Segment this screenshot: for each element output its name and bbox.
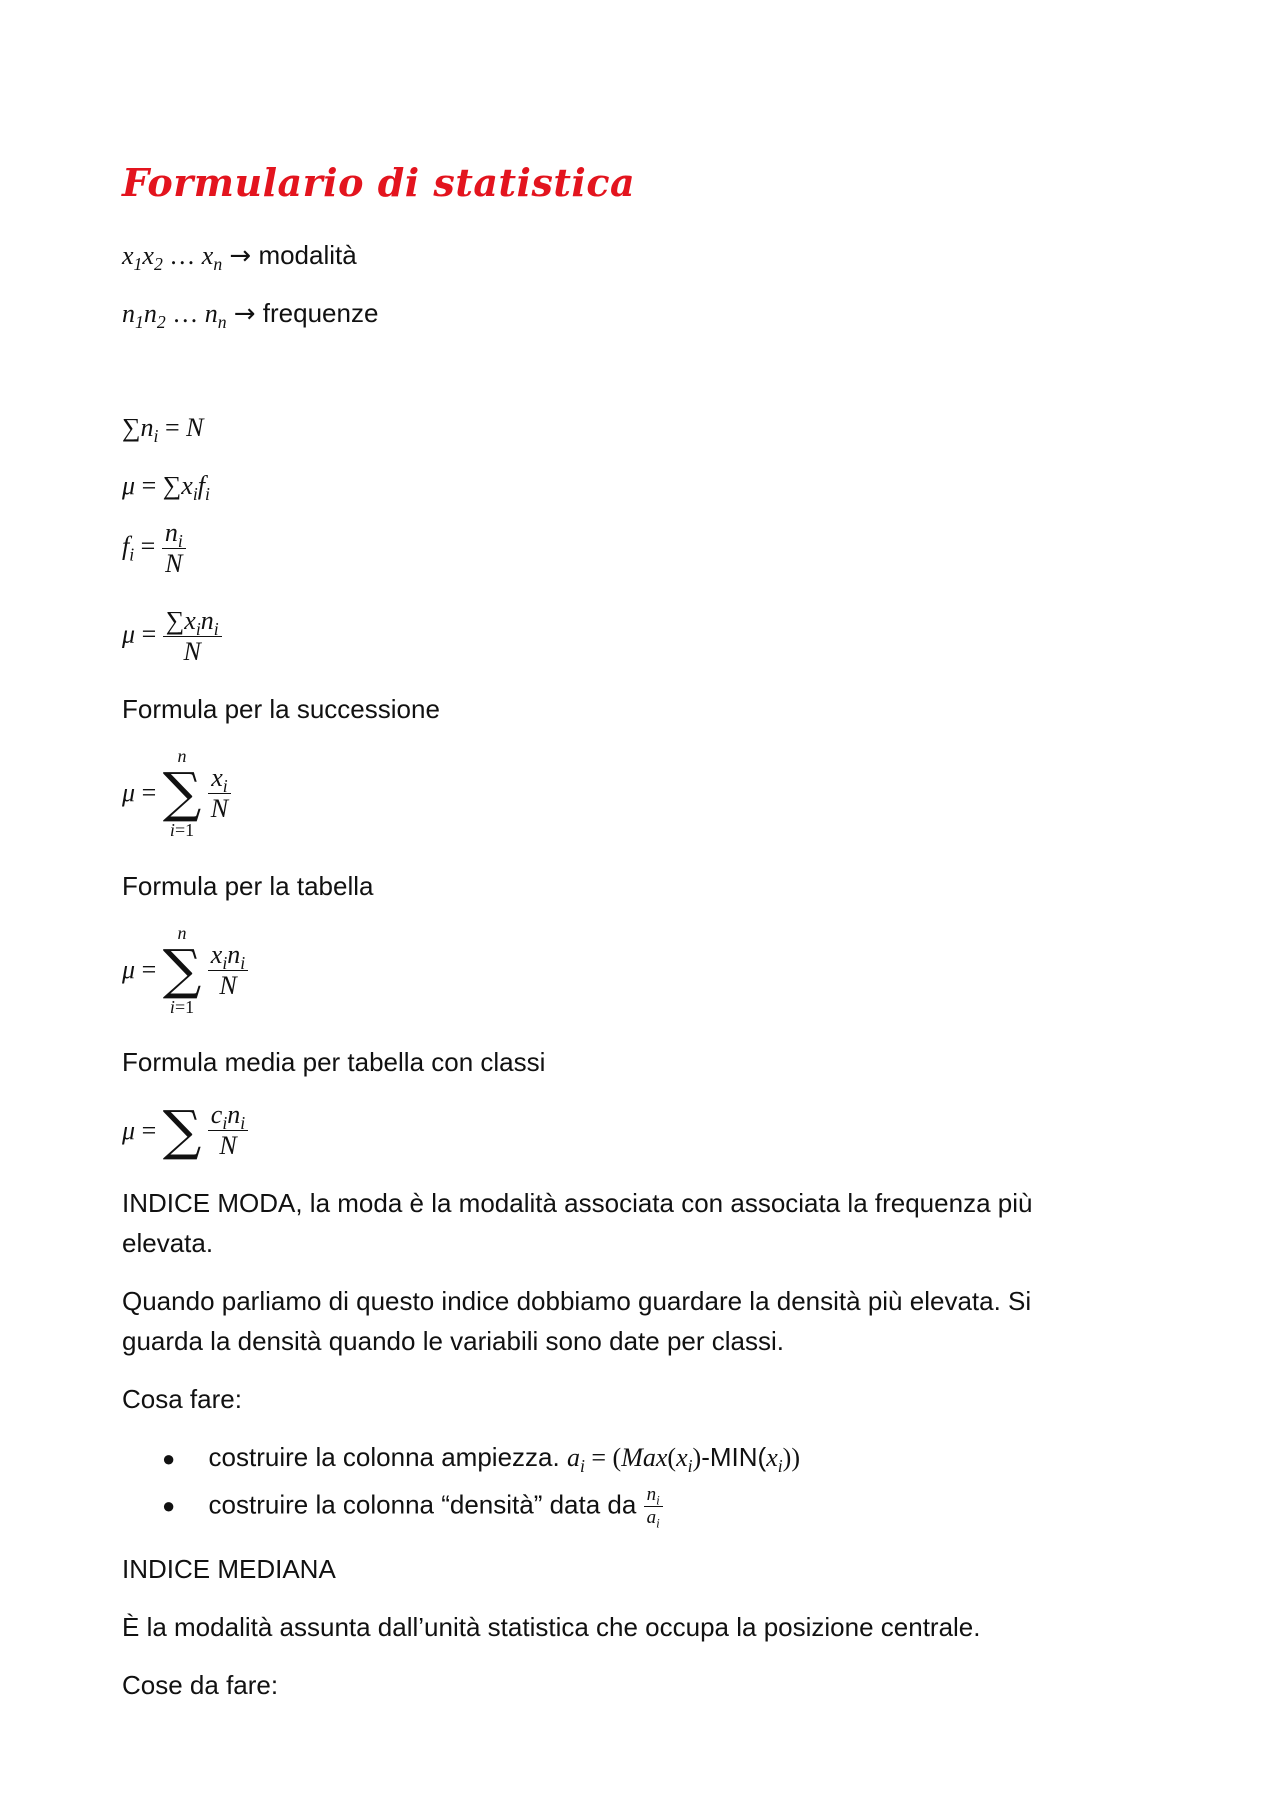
sum-ni-formula: $\sum n_i = N$: [122, 413, 204, 447]
tabella-formula: μ = n ∑ i=1 $\frac{x_in_i}{N}$: [122, 922, 248, 1018]
mean-xini-formula: μ = $\frac{\sum x_in_i}{N}$: [122, 606, 222, 667]
page-title: Formulario di statistica: [122, 160, 636, 205]
ampiezza-formula: $a_i = (Max(x_i)$: [566, 1443, 702, 1477]
list-item: [162, 1484, 663, 1529]
x-sequence-formula: $x_1x_2$ … $x_n$: [122, 241, 223, 275]
densita-formula: $\frac{n_i}{a_i}$: [644, 1484, 663, 1529]
min-label: -MIN(: [701, 1442, 767, 1472]
densita-paragraph-line2: guarda la densità quando le variabili sono date per classi.: [122, 1326, 784, 1356]
heading-classi: Formula media per tabella con classi: [122, 1047, 546, 1077]
successione-formula: μ = n ∑ i=1 $\frac{x_i}{N}$: [122, 745, 231, 841]
bullet-text: costruire la colonna ampiezza.: [208, 1442, 560, 1472]
n-sequence-formula: $n_1n_2$ … $n_n$: [122, 299, 227, 333]
modalita-line: [122, 240, 357, 275]
cose-da-fare-label: Cose da fare:: [122, 1670, 279, 1700]
heading-tabella: Formula per la tabella: [122, 871, 374, 901]
arrow-right-icon: →: [233, 299, 256, 329]
densita-paragraph-line1: Quando parliamo di questo indice dobbiamo guardare la densità più elevata. Si: [122, 1286, 1032, 1316]
min-arg-formula: $x_i$)): [766, 1443, 800, 1477]
classi-formula: μ = ∑ $\frac{c_in_i}{N}$: [122, 1100, 248, 1161]
mean-fi-formula: $\mu = \sum x_if_i$: [122, 471, 210, 505]
bullet-text: costruire la colonna “densità” data da: [208, 1489, 637, 1520]
frequenze-line: [122, 298, 379, 333]
moda-paragraph-line1: INDICE MODA, la moda è la modalità associata con associata la frequenza più: [122, 1188, 1033, 1218]
moda-paragraph-line2: elevata.: [122, 1228, 214, 1258]
mediana-heading: INDICE MEDIANA: [122, 1554, 336, 1584]
arrow-right-icon: →: [229, 241, 252, 271]
list-item: [162, 1442, 800, 1477]
cosa-fare-label: Cosa fare:: [122, 1384, 242, 1414]
bullet-icon: ●: [162, 1493, 176, 1519]
bullet-icon: ●: [162, 1446, 176, 1471]
heading-successione: Formula per la successione: [122, 694, 440, 724]
modalita-label: modalità: [258, 240, 357, 270]
fi-formula: $f_i$ = $\frac{n_i}{N}$: [122, 518, 186, 579]
mediana-definition: È la modalità assunta dall’unità statistica che occupa la posizione centrale.: [122, 1612, 981, 1642]
frequenze-label: frequenze: [262, 298, 379, 328]
